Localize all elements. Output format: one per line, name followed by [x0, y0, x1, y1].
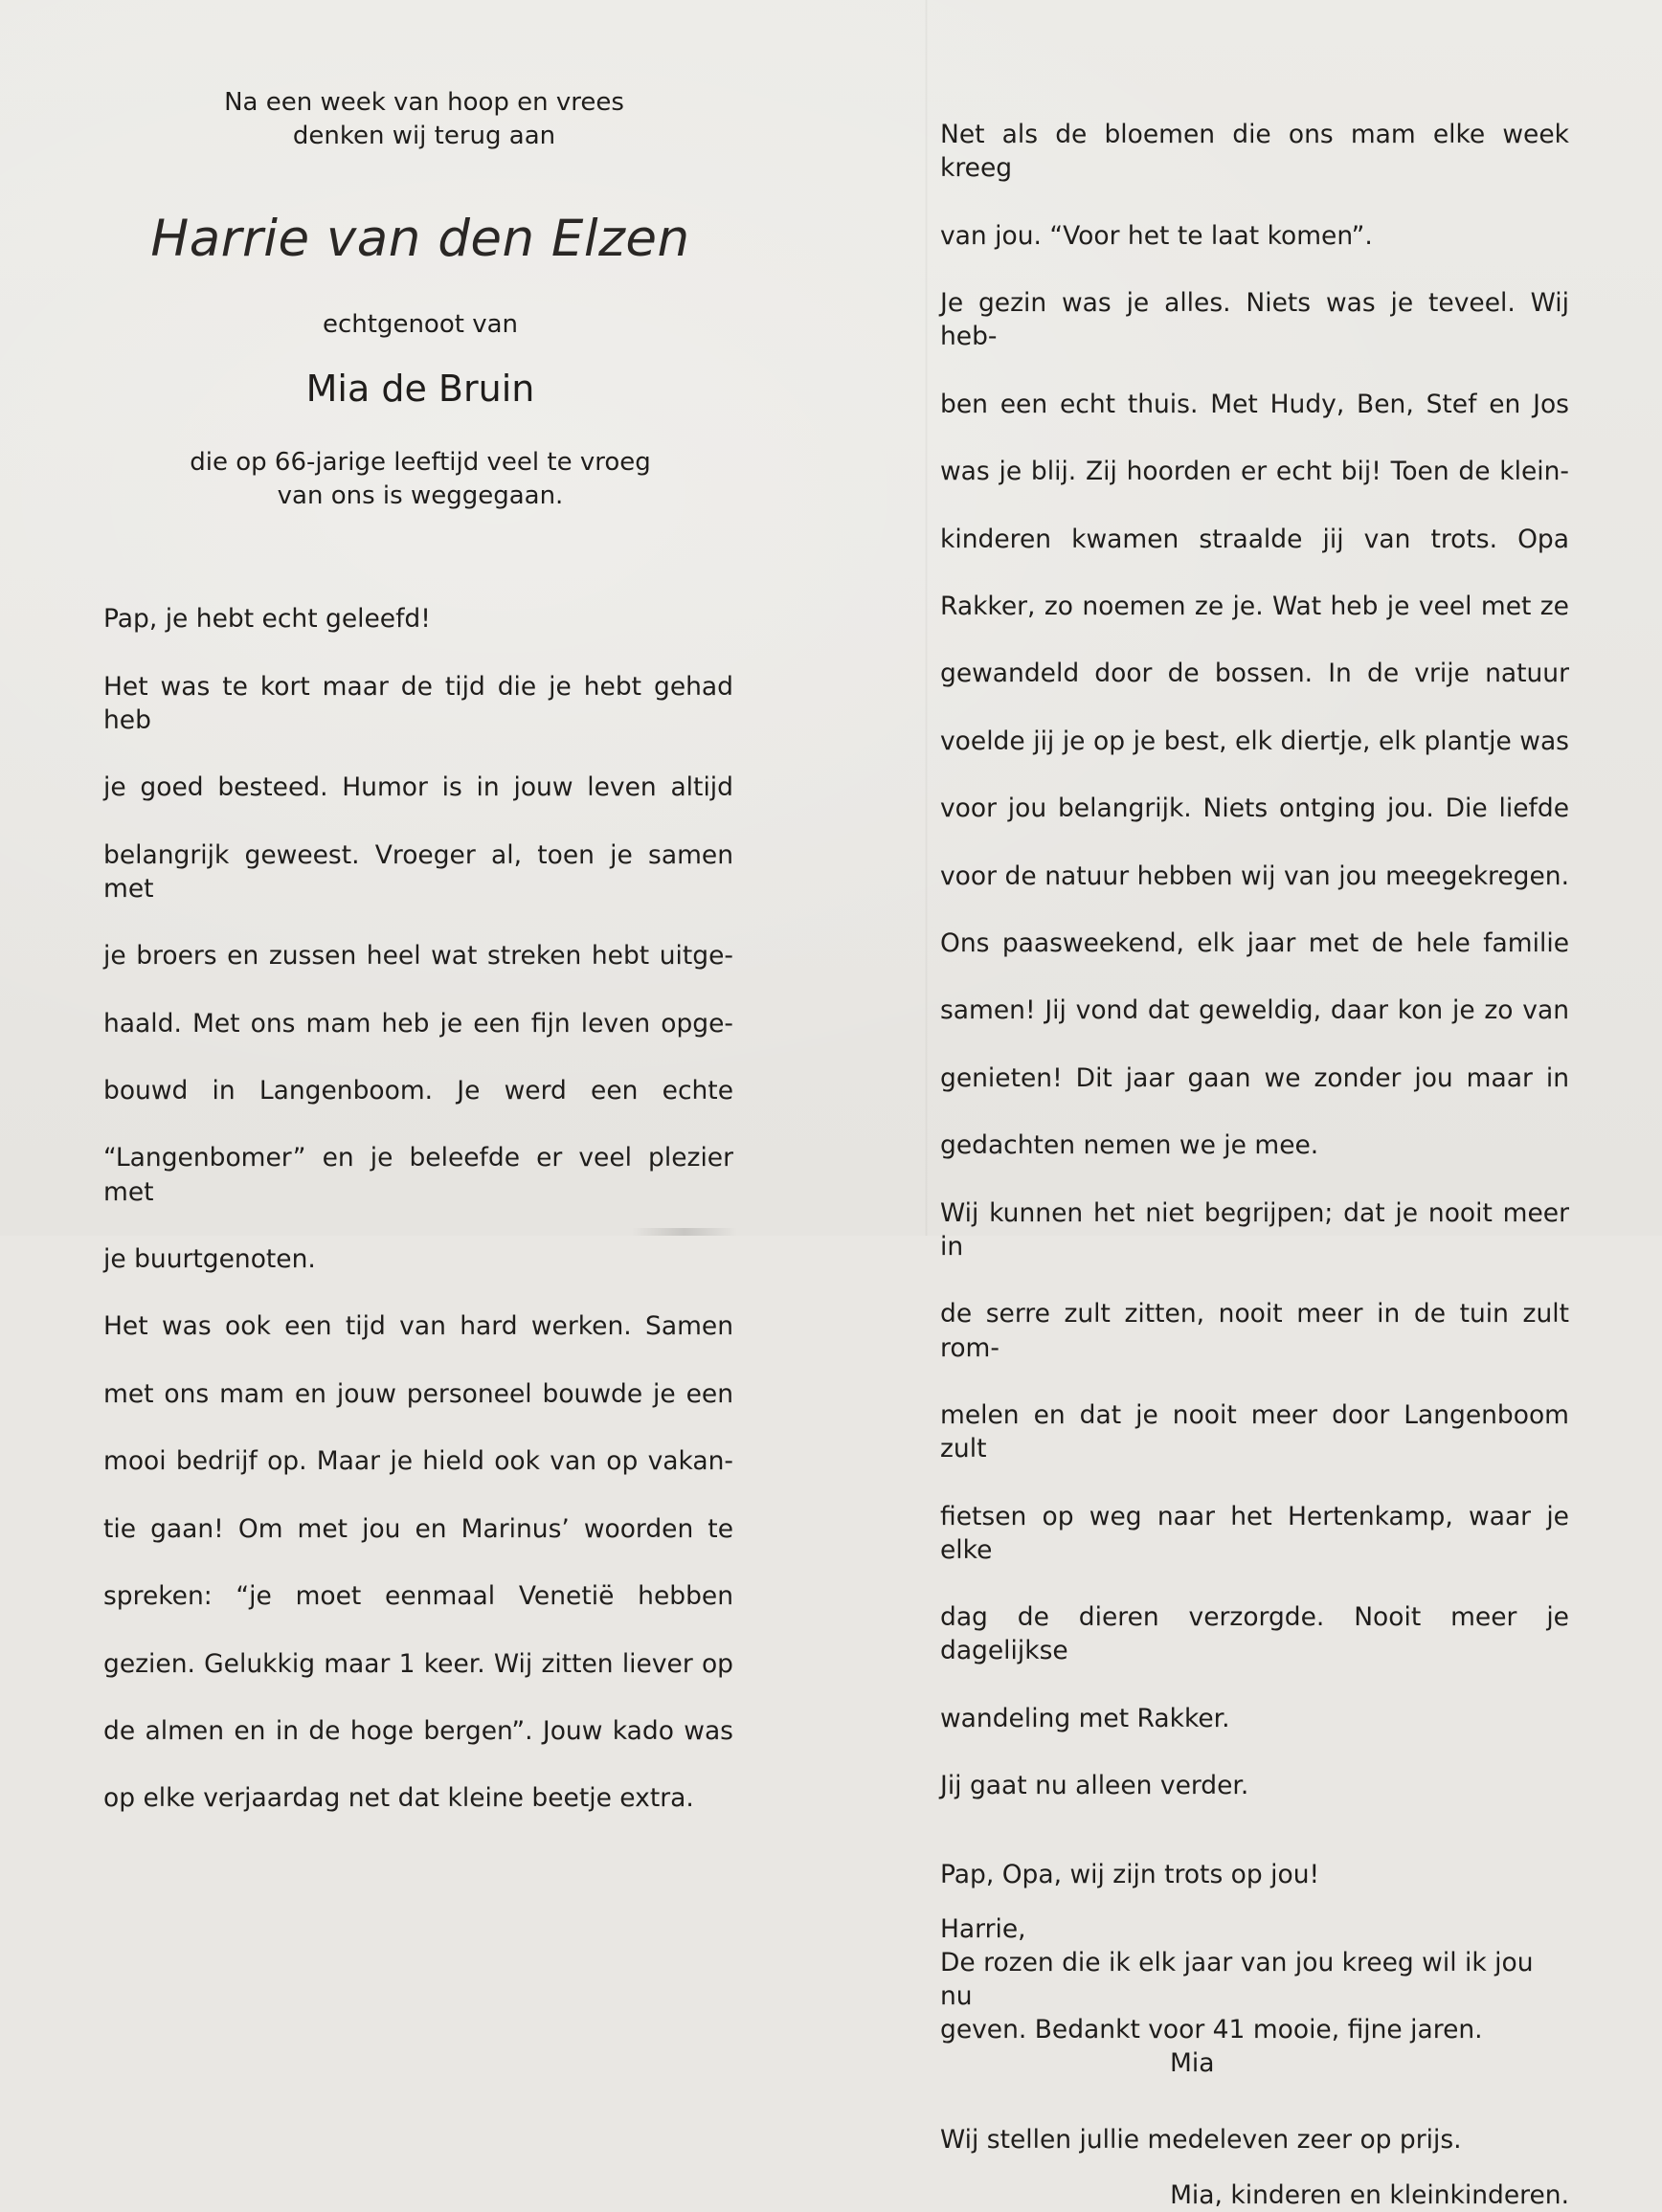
body-line: Ons paasweekend, elk jaar met de hele familie	[940, 928, 1569, 959]
body-line: gezien. Gelukkig maar 1 keer. Wij zitten liever op	[103, 1648, 733, 1679]
body-line: Het was ook een tijd van hard werken. Samen	[103, 1311, 733, 1342]
body-line: met ons mam en jouw personeel bouwde je een	[103, 1378, 733, 1409]
body-line: Net als de bloemen die ons mam elke week kreeg	[940, 120, 1569, 184]
closing-line: Mia, kinderen en kleinkinderen.	[1170, 2179, 1569, 2210]
note-line: De rozen die ik elk jaar van jou kreeg wil ik jou nu	[940, 1947, 1534, 2011]
body-line: haald. Met ons mam heb je een fijn leven opge-	[103, 1008, 733, 1039]
body-line: je goed besteed. Humor is in jouw leven altijd	[103, 772, 733, 803]
left-panel	[103, 86, 737, 1849]
body-line: Het was te kort maar de tijd die je hebt gehad heb	[103, 671, 733, 735]
intro-line: denken wij terug aan	[292, 122, 556, 150]
center-fold	[925, 0, 928, 1236]
right-body-text	[940, 84, 1569, 1837]
body-line: was je blij. Zij hoorden er echt bij! Toen de klein-	[940, 457, 1569, 487]
bottom-crop-mark	[632, 1228, 737, 1236]
body-line: Wij kunnen het niet begrijpen; dat je nooit meer in	[940, 1197, 1569, 1262]
body-line: spreken: “je moet eenmaal Venetië hebben	[103, 1581, 733, 1612]
left-body-text	[103, 569, 733, 1849]
body-line: je broers en zussen heel wat streken hebt uitge-	[103, 941, 733, 972]
body-line: voelde jij je op je best, elk diertje, elk plantje was	[940, 726, 1569, 756]
note-signature: Mia	[1170, 2047, 1215, 2078]
body-line: Rakker, zo noemen ze je. Wat heb je veel met ze	[940, 592, 1569, 622]
deceased-name: Harrie van den Elzen	[150, 210, 690, 268]
age-text	[103, 446, 737, 513]
age-line: van ons is weggegaan.	[277, 481, 564, 510]
note-block	[940, 1912, 1569, 2080]
body-line: de almen en in de hoge bergen”. Jouw kado was	[103, 1715, 733, 1746]
body-line: belangrijk geweest. Vroeger al, toen je samen met	[103, 839, 733, 904]
spouse-name: Mia de Bruin	[305, 368, 535, 410]
body-line: je buurtgenoten.	[103, 1244, 316, 1275]
body-line: wandeling met Rakker.	[940, 1703, 1230, 1733]
body-line: bouwd in Langenboom. Je werd een echte	[103, 1076, 733, 1106]
body-line: Je gezin was je alles. Niets was je teveel. Wij heb-	[940, 288, 1569, 352]
body-line: dag de dieren verzorgde. Nooit meer je dagelijkse	[940, 1602, 1569, 1666]
body-line: mooi bedrijf op. Maar je hield ook van op vakan-	[103, 1446, 733, 1477]
right-panel	[940, 84, 1569, 2212]
body-line: voor jou belangrijk. Niets ontging jou. Die liefde	[940, 793, 1569, 824]
body-line: melen en dat je nooit meer door Langenboom zult	[940, 1399, 1569, 1464]
body-line: fietsen op weg naar het Hertenkamp, waar je elke	[940, 1501, 1569, 1565]
note-line: geven. Bedankt voor 41 mooie, fijne jaren.	[940, 2014, 1483, 2044]
pride-line: Pap, Opa, wij zijn trots op jou!	[940, 1859, 1320, 1889]
age-line: die op 66-jarige leeftijd veel te vroeg	[190, 448, 651, 477]
body-line: ben een echt thuis. Met Hudy, Ben, Stef en Jos	[940, 389, 1569, 419]
intro-text	[103, 86, 737, 153]
body-line: tie gaan! Om met jou en Marinus’ woorden te	[103, 1513, 733, 1544]
appreciation-line: Wij stellen jullie medeleven zeer op prijs.	[940, 2124, 1462, 2155]
body-line: genieten! Dit jaar gaan we zonder jou maar in	[940, 1062, 1569, 1093]
spouse-label: echtgenoot van	[322, 310, 518, 339]
body-line: op elke verjaardag net dat kleine beetje extra.	[103, 1783, 694, 1814]
body-line: de serre zult zitten, nooit meer in de tuin zult rom-	[940, 1299, 1569, 1363]
intro-line: Na een week van hoop en vrees	[224, 88, 624, 117]
body-line: Jij gaat nu alleen verder.	[940, 1771, 1249, 1801]
body-line: voor de natuur hebben wij van jou meegekregen.	[940, 860, 1569, 891]
note-greeting: Harrie,	[940, 1913, 1026, 1944]
body-line: gedachten nemen we je mee.	[940, 1130, 1319, 1161]
body-line: van jou. “Voor het te laat komen”.	[940, 220, 1373, 251]
body-line: “Langenbomer” en je beleefde er veel plezier met	[103, 1143, 733, 1207]
body-line: samen! Jij vond dat geweldig, daar kon je zo van	[940, 995, 1569, 1026]
body-line: Pap, je hebt echt geleefd!	[103, 604, 431, 635]
body-line: gewandeld door de bossen. In de vrije natuur	[940, 659, 1569, 689]
body-line: kinderen kwamen straalde jij van trots. Opa	[940, 524, 1569, 554]
